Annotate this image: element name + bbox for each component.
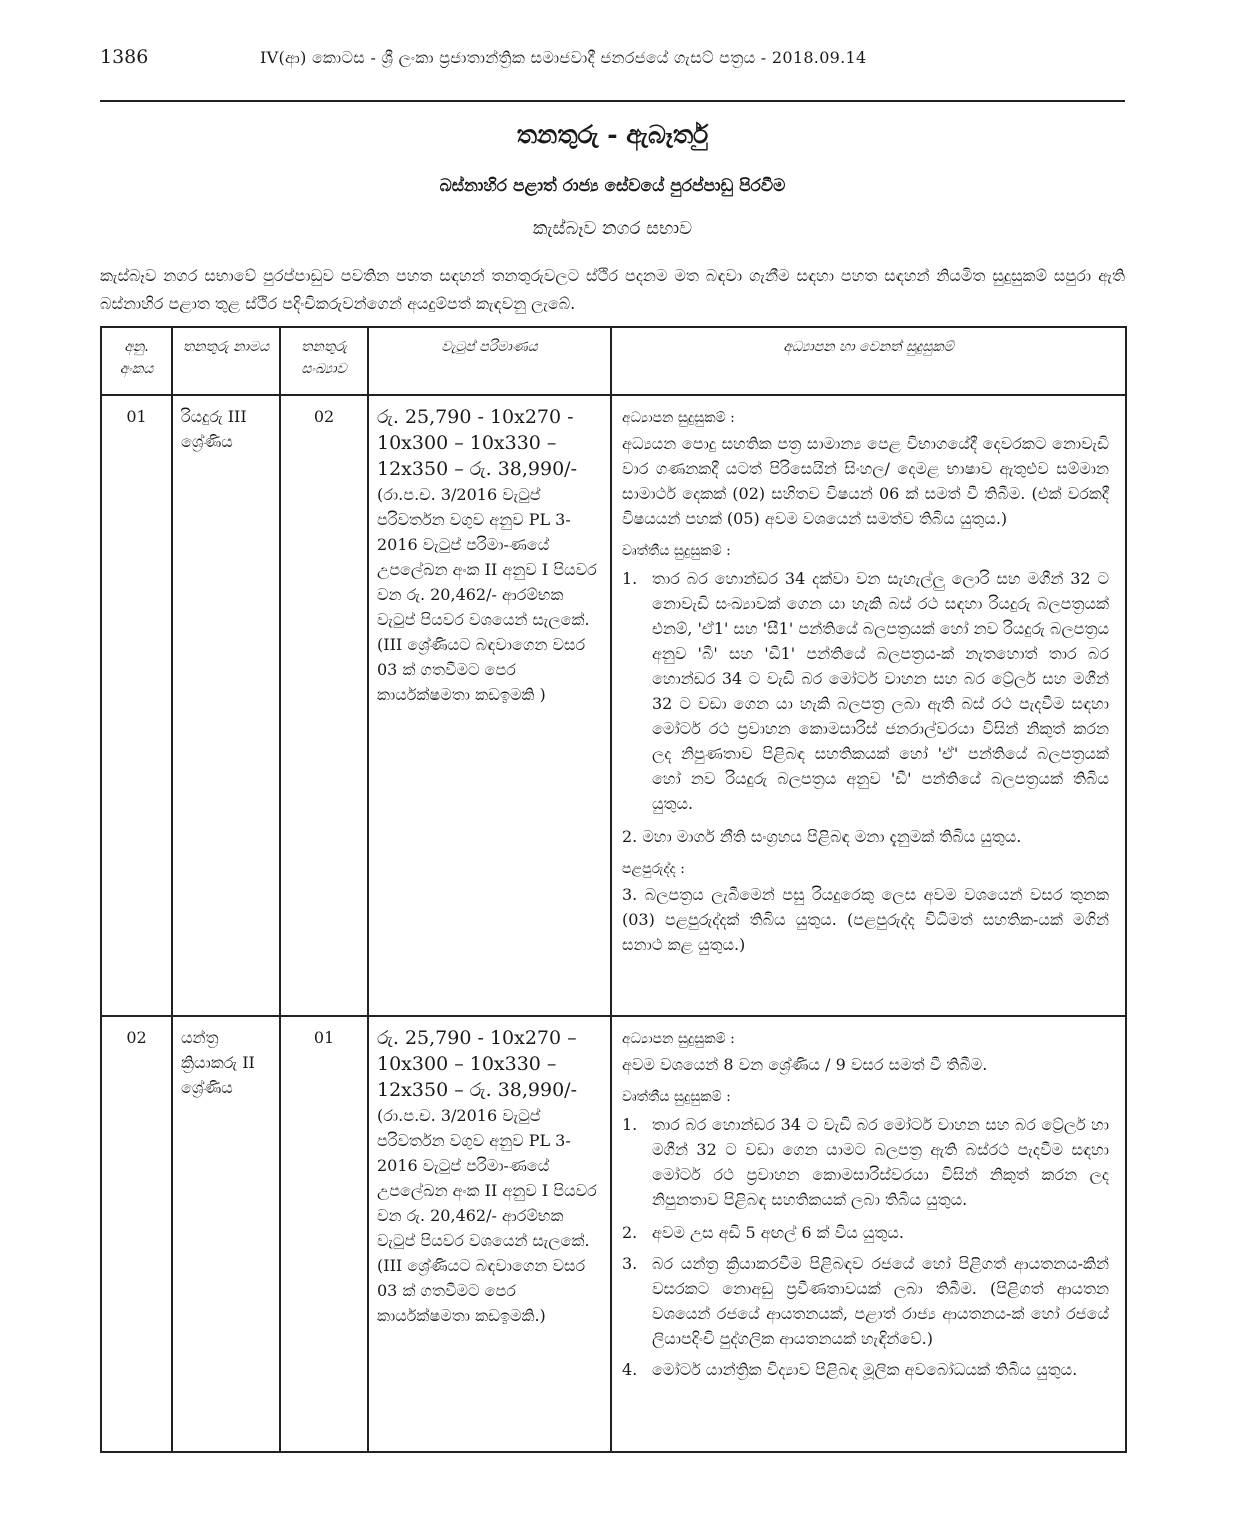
list-item xyxy=(622,824,1109,849)
council-name: කැස්බෑව නගර සභාව xyxy=(532,218,693,239)
list-item xyxy=(622,566,1109,816)
page-number: 1386 xyxy=(100,46,149,68)
intro-paragraph: කැස්බෑව නගර සභාවේ පුරප්පාඩුව පවතින පහත සඳහන් තනතුරුවලට ස්ථිර පදනම මත බඳවා ගැනීම සඳහා පහත සඳහන් නියමිත සුදුසුකම් සපුරා ඇති බස්නාහිර පළාත තුළ ස්ථිර පදිංචිකරුවන්ගෙන් අයදුම්පත් කැඳවනු ලැබේ. xyxy=(100,266,1125,313)
section-title: තනතුරු - ඇබෑර්තු xyxy=(516,120,709,149)
education-text: අධ්‍යයන පොදු සහතික පත්‍ර සාමාන්‍ය පෙළ විභාගයේදී දෙවරකට නොවැඩි වාර ගණනකදී යටත් පිරිසෙයින් සිංහල/ දෙමළ භාෂාව ඇතුළුව සම්මාන සාමාර්ථ දෙකක් (02) සහිතව විෂයන් 06 ක් සමත් වී තිබීම. (එක් වරකදී විෂයයන් පහක් (05) අවම වශයෙන් සමත්ව තිබිය යුතුය.) xyxy=(622,434,1109,528)
list-item xyxy=(622,1220,1109,1245)
salary-note: (රා.ප.ච. 3/2016 වැටුප් පරිවර්තන වගුව අනුව PL 3-2016 වැටුප් පරිමා-ණයේ උපලේඛන අංක II අනුව I පියවර වන රු. 20,462/- ආරම්භක වැටුප් පියවර වශයෙන් සැලකේ. (III ශ්‍රේණියට බඳවාගෙන වසර 03 ක් ගතවීමට පෙර කාර්යක්ෂමතා කඩඉමකි ) xyxy=(377,485,597,704)
experience-label: පළපුරුද්ද : xyxy=(622,861,685,877)
item-number: 3. xyxy=(622,1254,638,1273)
list-item xyxy=(622,1357,1109,1382)
page-header xyxy=(100,44,1125,74)
salary-range: රු. 25,790 - 10x270 - 10x300 – 10x330 – 12x350 – රු. 38,990/- xyxy=(377,406,578,480)
table-header-row xyxy=(101,327,1126,395)
salary-scale xyxy=(368,1016,611,1452)
item-text: මෝටර් යාන්ත්‍රික විද්‍යාව පිළිබඳ මූලික අවබෝධයක් තිබිය යුතුය. xyxy=(652,1360,1078,1379)
notice-subtitle: බස්නාහිර පළාත් රාජ්‍ය සේවයේ පුරප්පාඩු පිරවීම xyxy=(439,176,786,196)
professional-label: වෘත්තීය සුදුසුකම් : xyxy=(622,543,731,559)
education-text: අවම වශයෙන් 8 වන ශ්‍රේණිය / 9 වසර සමත් වී තිබීම. xyxy=(622,1055,988,1074)
qualifications-cell xyxy=(611,1016,1126,1452)
vacancy-table xyxy=(100,326,1127,1453)
serial-number: 01 xyxy=(101,395,172,1016)
serial-number: 02 xyxy=(101,1016,172,1452)
header-divider xyxy=(100,100,1125,102)
post-name: රියදුරු III ශ්‍රේණිය xyxy=(172,395,280,1016)
salary-note: (රා.ප.ච. 3/2016 වැටුප් පරිවර්තන වගුව අනුව PL 3-2016 වැටුප් පරිමා-ණයේ උපලේඛන අංක II අනුව I පියවර වන රු. 20,462/- ආරම්භක වැටුප් පියවර වශයෙන් සැලකේ. (III ශ්‍රේණියට බඳවාගෙන වසර 03 ක් ගතවීමට පෙර කාර්යක්ෂමතා කඩඉමකි.) xyxy=(377,1106,597,1325)
list-item xyxy=(622,1112,1109,1212)
item-text: මහා මාර්ග නීති සංග්‍රහය පිළිබඳ මනා දැනුමක් තිබිය යුතුය. xyxy=(642,827,1022,846)
list-item xyxy=(622,1251,1109,1351)
item-number: 4. xyxy=(622,1360,638,1379)
education-label: අධ්‍යාපන සුදුසුකම් : xyxy=(622,410,735,426)
item-number: 1. xyxy=(622,1115,638,1134)
post-count: 02 xyxy=(280,395,368,1016)
table-row xyxy=(101,395,1126,1016)
education-label: අධ්‍යාපන සුදුසුකම් : xyxy=(622,1031,735,1047)
salary-range: රු. 25,790 - 10x270 – 10x300 – 10x330 – 12x350 – රු. 38,990/- xyxy=(377,1027,578,1101)
header-post: තනතුරු නාමය xyxy=(172,327,280,395)
header-serial: අනු. අංකය xyxy=(101,327,172,395)
salary-scale xyxy=(368,395,611,1016)
post-count: 01 xyxy=(280,1016,368,1452)
item-text: බර යන්ත්‍ර ක්‍රියාකරවීම පිළිබඳව රජයේ හෝ පිළිගත් ආයතනය-කින් වසරකට නොඅඩු ප්‍රවීණතාවයක් ලබා තිබීම. (පිළිගත් ආයතන වශයෙන් රජයේ ආයතනයක්, පළාත් රාජ්‍ය ආයතනය-ක් හෝ රජයේ ලියාපදිංචි පුද්ගලික ආයතනයක් හැඳින්වේ.) xyxy=(652,1254,1109,1348)
item-text: තාර බර හොන්ඩර 34 දක්වා වන සැහැල්ලු ලොරි සහ මගීන් 32 ට නොවැඩි සංඛ්‍යාවක් ගෙන යා හැකි බස් රථ සඳහා රියදුරු බලපත්‍රයක් එනම්, 'ඒ1' සහ 'සී1' පන්තියේ බලපත්‍රයක් හෝ නව රියදුරු බලපත්‍රය අනුව 'බී' සහ 'ඩී1' පන්තියේ බලපත්‍රය-ක් නැතහොත් තාර බර හොන්ඩර 34 ට වැඩි බර මෝටර් වාහන සහ බර ට්‍රේලර් සහ මගීන් 32 ට වඩා ගෙන යා හැකි බලපත්‍ර ලබා ඇති බස් රථ පැදවීම සඳහා මෝටර් රථ ප්‍රවාහන කොමසාරිස් ජනරාල්වරයා විසින් නිකුත් කරන ලද නිපුණතාව පිළිබඳ සහතිකයක් හෝ 'ඒ' පන්තියේ බලපත්‍රයක් හෝ නව රියදුරු බලපත්‍රය අනුව 'ඩී' පන්තියේ බලපත්‍රයක් තිබිය යුතුය. xyxy=(652,569,1109,813)
experience-text: 3. බලපත්‍රය ලැබීමෙන් පසු රියදුරෙකු ලෙස අවම වශයෙන් වසර තුනක (03) පළපුරුද්දක් තිබිය යුතුය. (පළපුරුද්ද විධිමත් සහතික-යක් මගින් සනාථ කළ යුතුය.) xyxy=(622,885,1109,954)
professional-label: වෘත්තීය සුදුසුකම් : xyxy=(622,1089,731,1105)
table-row xyxy=(101,1016,1126,1452)
header-salary: වැටුප් පරිමාණය xyxy=(368,327,611,395)
qualifications-cell xyxy=(611,395,1126,1016)
item-text: තාර බර හොන්ඩර 34 ට වැඩි බර මෝටර් වාහන සහ බර ට්‍රේලර් හා මගීන් 32 ට වඩා ගෙන යාමට බලපත්‍ර ඇති බස්රථ පැදවීම සඳහා මෝටර් රථ ප්‍රවාහන කොමසාරිස්වරයා විසින් නිකුත් කරන ලද නිපුනතාව පිළිබඳ සහතිකයක් ලබා තිබිය යුතුය. xyxy=(652,1115,1109,1209)
item-number: 1. xyxy=(622,569,638,588)
item-number: 2. xyxy=(622,1223,638,1242)
post-name: යන්ත්‍ර ක්‍රියාකරු II ශ්‍රේණිය xyxy=(172,1016,280,1452)
item-text: අවම උස අඩි 5 අඟල් 6 ක් විය යුතුය. xyxy=(652,1223,904,1242)
gazette-title: IV(ආ) කොටස - ශ්‍රී ලංකා ප්‍රජාතාන්ත්‍රික සමාජවාදී ජනරජයේ ගැසට් පත්‍රය - 2018.09.14 xyxy=(260,48,867,67)
header-qualifications: අධ්‍යාපන හා වෙනත් සුදුසුකම් xyxy=(611,327,1126,395)
header-count: තනතුරු සංඛ්‍යාව xyxy=(280,327,368,395)
item-number: 2. xyxy=(622,827,638,846)
